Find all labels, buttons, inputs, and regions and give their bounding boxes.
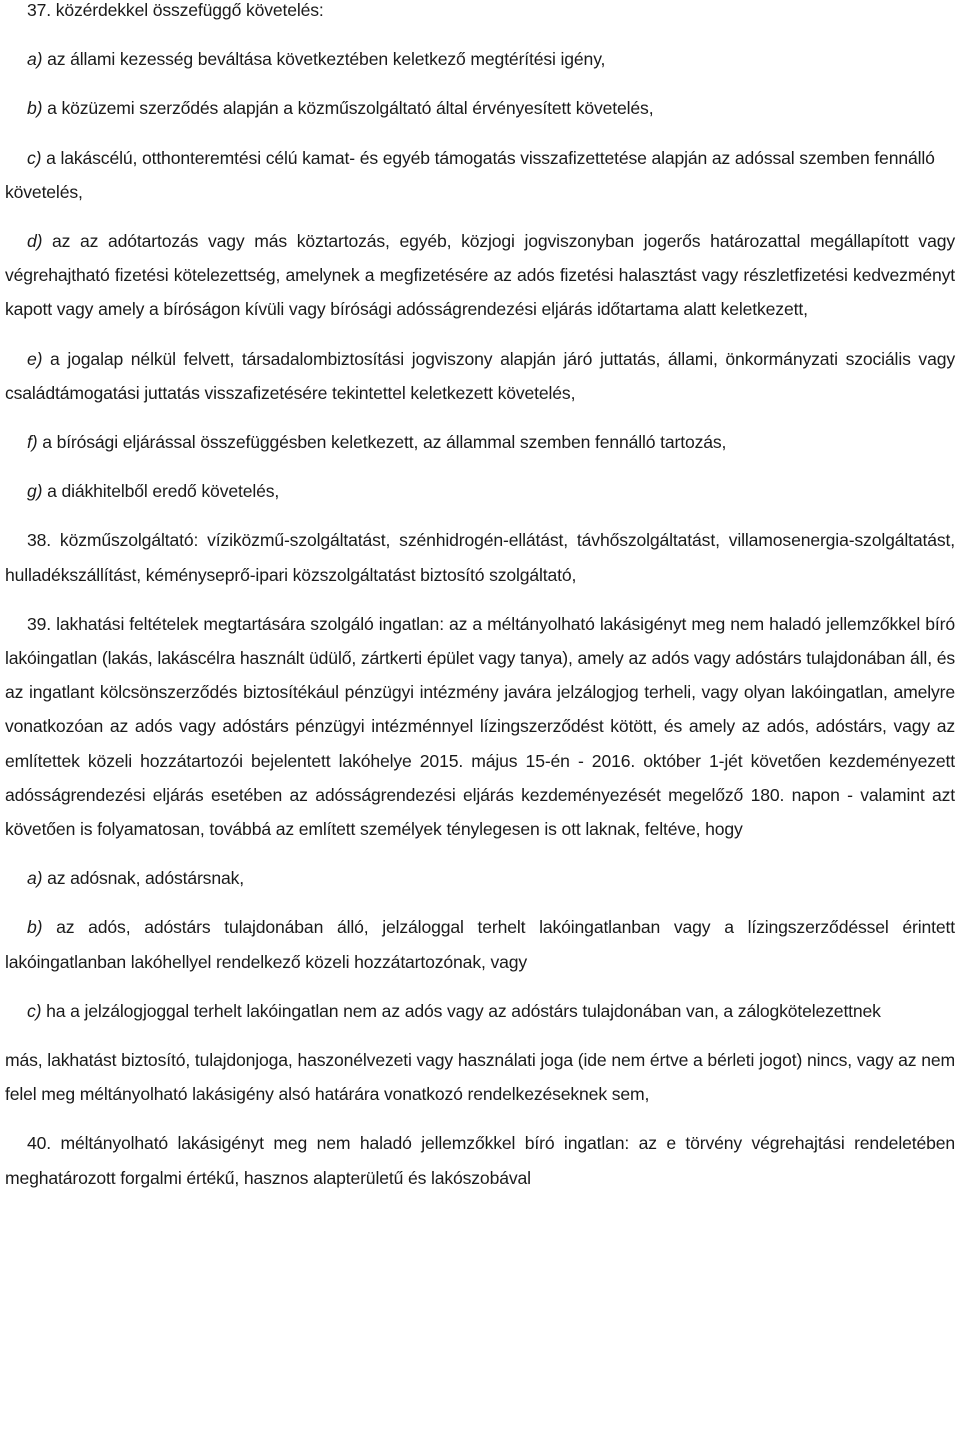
section-39-tail-text: más, lakhatást biztosító, tulajdonjoga, haszonélvezeti vagy használati joga (ide nem értve a bérleti jogot) nincs, vagy az nem felel meg méltányolható lakásigény alsó határára vonatkozó rendelkezéseknek sem, xyxy=(5,1050,955,1105)
section-37-item-b xyxy=(5,91,955,125)
section-39-item-c xyxy=(5,994,955,1028)
section-40-text: 40. méltányolható lakásigényt meg nem haladó jellemzőkkel bíró ingatlan: az e törvény végrehajtási rendeletében meghatározott forgalmi értékű, hasznos alapterületű és lakószobával xyxy=(5,1133,955,1188)
item-text: ha a jelzálogjoggal terhelt lakóingatlan nem az adós vagy az adóstárs tulajdonában van, a zálogkötelezettnek xyxy=(41,1000,881,1021)
section-39-item-b xyxy=(5,910,955,978)
section-38 xyxy=(5,523,955,591)
item-label: g) xyxy=(27,481,43,502)
section-37-heading xyxy=(5,0,955,27)
section-37-item-e xyxy=(5,342,955,410)
item-text: a jogalap nélkül felvett, társadalombiztosítási jogviszony alapján járó juttatás, állami, önkormányzati szociális vagy családtámogatási juttatás visszafizetésére tekintettel keletkezett követelés, xyxy=(5,348,955,403)
item-label: e) xyxy=(27,348,43,369)
item-text: az az adótartozás vagy más köztartozás, egyéb, közjogi jogviszonyban jogerős határozattal megállapított vagy végrehajtható fizetési kötelezettség, amelynek a megfizetésére az adós fizetési halasztást vagy részletfizetési kedvezményt kapott vagy amely a bíróságon kívüli vagy bírósági adósságrendezési eljárás időtartama alatt keletkezett, xyxy=(5,231,955,320)
section-37-item-g xyxy=(5,474,955,508)
section-37-item-c xyxy=(5,141,955,209)
section-39-tail xyxy=(5,1043,955,1111)
item-label: c) xyxy=(27,147,42,168)
item-text: a közüzemi szerződés alapján a közműszolgáltató által érvényesített követelés, xyxy=(42,98,654,119)
section-39-text: 39. lakhatási feltételek megtartására szolgáló ingatlan: az a méltányolható lakásigényt meg nem haladó jellemzőkkel bíró lakóingatlan (lakás, lakáscélra használt üdülő, zártkerti épület vagy tanya), amely az adós vagy adóstárs tulajdonában áll, és az ingatlant kölcsönszerződés biztosítékául pénzügyi intézmény javára jelzálogjog terheli, vagy olyan lakóingatlan, amelyre vonatkozóan az adós vagy adóstárs pénzügyi intézménnyel lízingszerződést kötött, és amely az adós, adóstárs, vagy az említettek közeli hozzátartozói bejelentett lakóhelye 2015. május 15-én - 2016. október 1-jét követően kezdeményezett adósságrendezési eljárás esetében az adósságrendezési eljárás kezdeményezését megelőző 180. napon - valamint azt követően is folyamatosan, továbbá az említett személyek ténylegesen is ott laknak, feltéve, hogy xyxy=(5,613,955,840)
section-37-heading-text: 37. közérdekkel összefüggő követelés: xyxy=(27,0,324,20)
item-label: a) xyxy=(27,868,43,889)
item-text: az adósnak, adóstársnak, xyxy=(42,868,244,889)
item-label: b) xyxy=(27,917,43,938)
item-text: a lakáscélú, otthonteremtési célú kamat- és egyéb támogatás visszafizettetése alapján az adóssal szemben fennálló követelés, xyxy=(5,147,935,202)
item-label: c) xyxy=(27,1000,42,1021)
item-text: a bírósági eljárással összefüggésben keletkezett, az állammal szemben fennálló tartozás, xyxy=(37,432,727,453)
section-39-heading xyxy=(5,607,955,846)
section-37-item-d xyxy=(5,224,955,327)
section-39-item-a xyxy=(5,861,955,895)
item-text: az adós, adóstárs tulajdonában álló, jelzáloggal terhelt lakóingatlanban vagy a lízingszerződéssel érintett lakóingatlanban lakóhellyel rendelkező közeli hozzátartozónak, vagy xyxy=(5,917,955,972)
item-label: f) xyxy=(27,432,38,453)
item-label: b) xyxy=(27,98,43,119)
item-text: a diákhitelből eredő követelés, xyxy=(42,481,280,502)
item-label: a) xyxy=(27,49,43,70)
section-40 xyxy=(5,1126,955,1194)
item-text: az állami kezesség beváltása következtében keletkező megtérítési igény, xyxy=(42,49,606,70)
section-37-item-a xyxy=(5,42,955,76)
section-38-text: 38. közműszolgáltató: víziközmű-szolgáltatást, szénhidrogén-ellátást, távhőszolgáltatást, villamosenergia-szolgáltatást, hulladékszállítást, kéményseprő-ipari közszolgáltatást biztosító szolgáltató, xyxy=(5,530,955,585)
item-label: d) xyxy=(27,231,43,252)
section-37-item-f xyxy=(5,425,955,459)
